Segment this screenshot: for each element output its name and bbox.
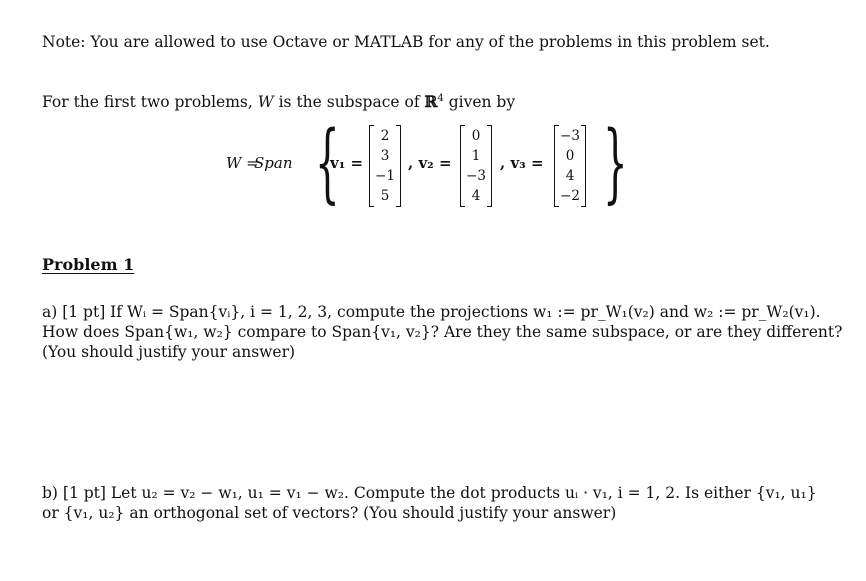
v1-entry: 5 [380,188,390,204]
intro-text-before: For the first two problems, [42,93,258,111]
v2-entry: 0 [471,128,481,144]
v1-vector [374,126,396,206]
problem-heading: Problem 1 [42,255,135,274]
v1-label: v₁ = [330,154,364,172]
v1-entry: 2 [380,128,390,144]
intro-text-after: given by [443,93,516,111]
v3-entry: 0 [565,148,575,164]
v2-entry: 1 [471,148,481,164]
v2-label: , v₂ = [408,154,452,172]
v3-entry: 4 [565,168,575,184]
part-b-line-2: or {v₁, u₂} an orthogonal set of vectors? (You should justify your answer) [42,504,617,522]
v3-entry: −2 [560,188,580,204]
part-a-line-2: How does Span{w₁, w₂} compare to Span{v₁, v₂}? Are they the same subspace, or are they different? [42,323,843,341]
right-brace: } [603,113,628,213]
v2-vector [465,126,487,206]
intro-exponent: 4 [437,93,444,104]
v2-entry: −3 [466,168,486,184]
equation-span: Span [254,154,293,172]
v1-entry: 3 [380,148,390,164]
subspace-equation [226,113,646,213]
intro-paragraph [42,89,515,112]
v3-entry: −3 [560,128,580,144]
part-a-line-1: a) [1 pt] If Wᵢ = Span{vᵢ}, i = 1, 2, 3, compute the projections w₁ := pr_W₁(v₂) and w₂ := pr_W₂(v₁). [42,303,821,321]
v2-entry: 4 [471,188,481,204]
note-text: Note: You are allowed to use Octave or MATLAB for any of the problems in this problem set. [42,33,770,51]
v1-entry: −1 [375,168,395,184]
v3-label: , v₃ = [500,154,544,172]
part-b-line-1: b) [1 pt] Let u₂ = v₂ − w₁, u₁ = v₁ − w₂. Compute the dot products uᵢ · v₁, i = 1, 2. Is either {v₁, u₁} [42,484,817,502]
intro-text-middle: is the subspace of [273,93,425,111]
intro-W-symbol: W [257,93,274,111]
part-a-line-3: (You should justify your answer) [42,343,296,361]
v3-vector [559,126,581,206]
intro-R-symbol: ℝ [424,92,438,111]
left-brace: { [315,113,340,213]
equation-lhs: W = [226,154,259,172]
